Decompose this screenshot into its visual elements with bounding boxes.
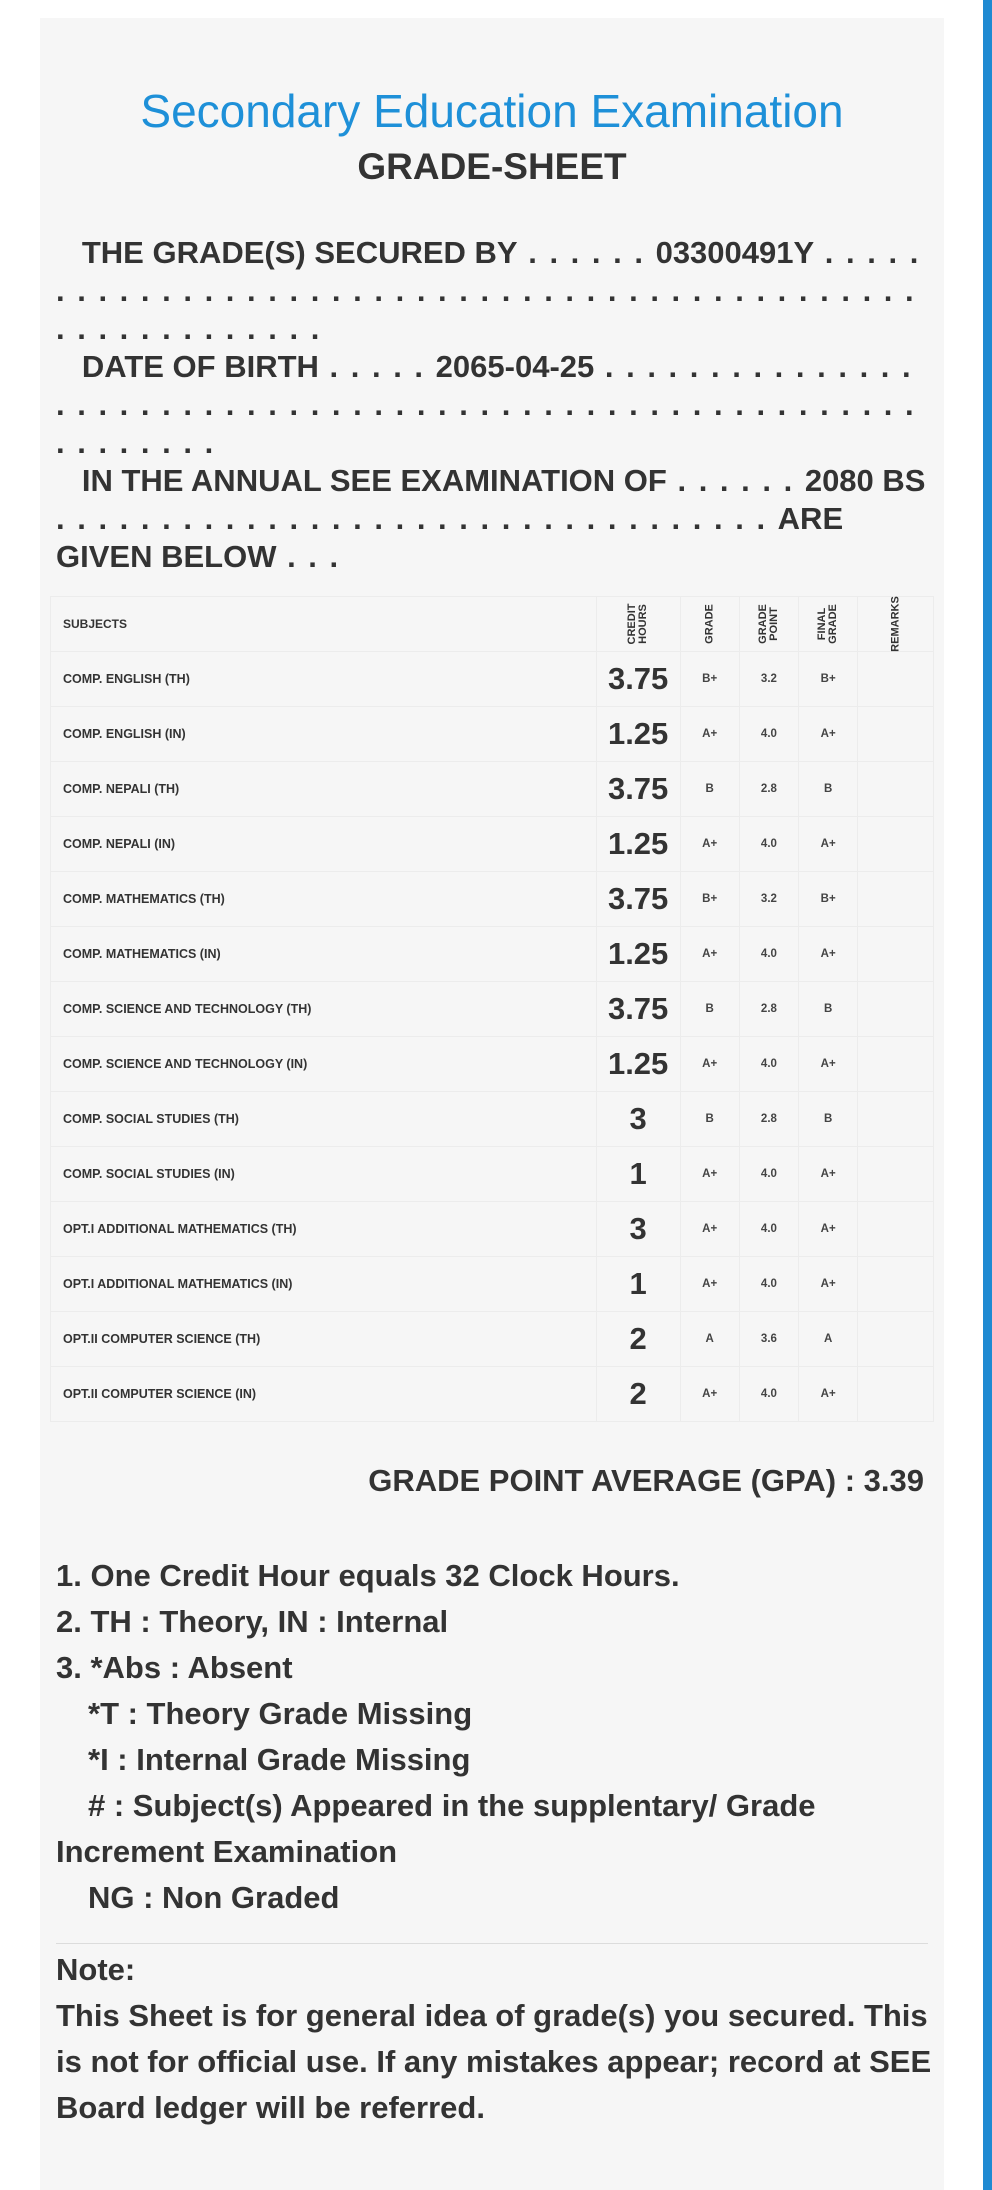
- symbol-number: 03300491Y: [655, 235, 815, 270]
- subject-cell: COMP. ENGLISH (IN): [51, 707, 597, 762]
- grade-point-cell: 2.8: [739, 762, 798, 817]
- exam-label: IN THE ANNUAL SEE EXAMINATION OF: [81, 463, 667, 498]
- table-row: [51, 982, 934, 1037]
- credit-hours-cell: 1: [596, 1147, 680, 1202]
- table-row: [51, 817, 934, 872]
- subject-cell: COMP. NEPALI (TH): [51, 762, 597, 817]
- credit-hours-cell: 3: [596, 1092, 680, 1147]
- grade-cell: B: [680, 1092, 739, 1147]
- remarks-cell: [858, 1367, 934, 1422]
- remarks-cell: [858, 762, 934, 817]
- grade-point-cell: 4.0: [739, 1147, 798, 1202]
- grade-header-text: GRADE: [703, 604, 716, 644]
- final-grade-cell: A+: [799, 817, 858, 872]
- remarks-cell: [858, 927, 934, 982]
- final-grade-cell: B: [799, 982, 858, 1037]
- exam-title: Secondary Education Examination: [140, 85, 844, 137]
- table-row: [51, 1367, 934, 1422]
- grade-cell: A+: [680, 707, 739, 762]
- subject-cell: COMP. SOCIAL STUDIES (IN): [51, 1147, 597, 1202]
- secured-by-line: THE GRADE(S) SECURED BY . . . . . . 03300491Y . . . . . . . . . . . . . . . . . . . . . . . . . . . . . . . . . . . . . . . . . . . . . . . . . . . . . . . . . . .: [56, 235, 931, 346]
- final-grade-cell: B: [799, 762, 858, 817]
- gpa-summary: GRADE POINT AVERAGE (GPA) : 3.39: [368, 1463, 924, 1498]
- legend-notes: [56, 1553, 928, 1921]
- credit-hours-cell: 3.75: [596, 762, 680, 817]
- credit-hours-cell: 1: [596, 1257, 680, 1312]
- grade-cell: A+: [680, 927, 739, 982]
- grade-cell: A+: [680, 1367, 739, 1422]
- grade-point-cell: 3.2: [739, 652, 798, 707]
- table-row: [51, 927, 934, 982]
- table-row: [51, 707, 934, 762]
- grade-cell: A+: [680, 1147, 739, 1202]
- credit-hours-header-text: CREDIT HOURS: [626, 603, 650, 645]
- grade-cell: B+: [680, 872, 739, 927]
- remarks-header-text: REMARKS: [889, 596, 902, 652]
- final-grade-cell: A+: [799, 1367, 858, 1422]
- grade-point-cell: 3.2: [739, 872, 798, 927]
- note-text: This Sheet is for general idea of grade(s) you secured. This is not for official use. If any mistakes appear; record at SEE Board ledger will be referred.: [56, 1998, 932, 2125]
- legend-item: # : Subject(s) Appeared in the supplentary/ Grade: [88, 1788, 816, 1823]
- dob-label: DATE OF BIRTH: [81, 349, 319, 384]
- remarks-cell: [858, 1037, 934, 1092]
- grade-cell: A+: [680, 1202, 739, 1257]
- final-grade-cell: B+: [799, 652, 858, 707]
- dob-line: DATE OF BIRTH . . . . . 2065-04-25 . . . . . . . . . . . . . . . . . . . . . . . . . . . . . . . . . . . . . . . . . . . . . . . . . . . . . . . . . . . . . . . .: [56, 349, 927, 460]
- final-grade-cell: B+: [799, 872, 858, 927]
- credit-hours-cell: 2: [596, 1367, 680, 1422]
- final-grade-cell: A+: [799, 1037, 858, 1092]
- grade-cell: A+: [680, 1257, 739, 1312]
- table-row: [51, 1092, 934, 1147]
- credit-hours-header: [596, 597, 680, 652]
- note-label: Note:: [56, 1952, 136, 1987]
- subject-cell: COMP. SCIENCE AND TECHNOLOGY (IN): [51, 1037, 597, 1092]
- exam-line: IN THE ANNUAL SEE EXAMINATION OF . . . . . . 2080 BS . . . . . . . . . . . . . . . . . . . . . . . . . . . . . . . . . . ARE GIVEN BELOW . . .: [56, 463, 937, 574]
- remarks-cell: [858, 872, 934, 927]
- remarks-cell: [858, 982, 934, 1037]
- secured-by-label: THE GRADE(S) SECURED BY: [81, 235, 518, 270]
- table-header-row: [51, 597, 934, 652]
- table-row: [51, 1312, 934, 1367]
- grade-cell: A+: [680, 817, 739, 872]
- table-row: [51, 1257, 934, 1312]
- credit-hours-cell: 3.75: [596, 652, 680, 707]
- subject-cell: OPT.I ADDITIONAL MATHEMATICS (TH): [51, 1202, 597, 1257]
- remarks-cell: [858, 1147, 934, 1202]
- grade-point-cell: 4.0: [739, 1367, 798, 1422]
- subject-cell: COMP. NEPALI (IN): [51, 817, 597, 872]
- table-row: [51, 1147, 934, 1202]
- grade-point-cell: 4.0: [739, 1257, 798, 1312]
- remarks-cell: [858, 652, 934, 707]
- grade-point-header: [739, 597, 798, 652]
- remarks-cell: [858, 817, 934, 872]
- grade-point-cell: 4.0: [739, 1037, 798, 1092]
- grade-cell: B: [680, 982, 739, 1037]
- final-grade-cell: A+: [799, 1147, 858, 1202]
- final-grade-cell: B: [799, 1092, 858, 1147]
- final-grade-header-text: FINAL GRADE: [816, 604, 840, 644]
- legend-item: *T : Theory Grade Missing: [88, 1696, 473, 1731]
- credit-hours-cell: 1.25: [596, 927, 680, 982]
- legend-item: NG : Non Graded: [88, 1880, 340, 1915]
- subject-cell: COMP. MATHEMATICS (IN): [51, 927, 597, 982]
- final-grade-cell: A+: [799, 1257, 858, 1312]
- dob-value: 2065-04-25: [435, 349, 595, 384]
- grade-point-cell: 2.8: [739, 1092, 798, 1147]
- legend-item: 2. TH : Theory, IN : Internal: [56, 1604, 449, 1639]
- remarks-cell: [858, 1202, 934, 1257]
- remarks-cell: [858, 1312, 934, 1367]
- grade-point-cell: 4.0: [739, 707, 798, 762]
- grade-header: [680, 597, 739, 652]
- grade-point-cell: 4.0: [739, 817, 798, 872]
- grade-point-cell: 4.0: [739, 1202, 798, 1257]
- table-row: [51, 872, 934, 927]
- credit-hours-cell: 3.75: [596, 872, 680, 927]
- subject-cell: OPT.I ADDITIONAL MATHEMATICS (IN): [51, 1257, 597, 1312]
- grade-point-cell: 4.0: [739, 927, 798, 982]
- final-grade-cell: A: [799, 1312, 858, 1367]
- remarks-header: [858, 597, 934, 652]
- grade-point-cell: 2.8: [739, 982, 798, 1037]
- grade-sheet-title: GRADE-SHEET: [357, 146, 627, 187]
- legend-item: 1. One Credit Hour equals 32 Clock Hours.: [56, 1558, 680, 1593]
- subjects-header: SUBJECTS: [51, 597, 597, 652]
- table-row: [51, 652, 934, 707]
- credit-hours-cell: 3.75: [596, 982, 680, 1037]
- grades-table: [50, 596, 934, 1422]
- remarks-cell: [858, 1257, 934, 1312]
- grade-cell: A: [680, 1312, 739, 1367]
- disclaimer-note: [56, 1947, 932, 2131]
- table-row: [51, 1037, 934, 1092]
- table-row: [51, 762, 934, 817]
- final-grade-cell: A+: [799, 1202, 858, 1257]
- subject-cell: OPT.II COMPUTER SCIENCE (TH): [51, 1312, 597, 1367]
- given-below-text: ARE GIVEN BELOW: [56, 501, 852, 574]
- final-grade-cell: A+: [799, 927, 858, 982]
- legend-item: Increment Examination: [56, 1834, 398, 1869]
- legend-item: *I : Internal Grade Missing: [88, 1742, 471, 1777]
- credit-hours-cell: 3: [596, 1202, 680, 1257]
- grade-sheet-card: [40, 18, 944, 2190]
- credit-hours-cell: 1.25: [596, 707, 680, 762]
- grade-point-header-text: GRADE POINT: [756, 604, 780, 644]
- final-grade-cell: A+: [799, 707, 858, 762]
- grade-cell: B+: [680, 652, 739, 707]
- grade-cell: A+: [680, 1037, 739, 1092]
- legend-item: 3. *Abs : Absent: [56, 1650, 293, 1685]
- credit-hours-cell: 1.25: [596, 1037, 680, 1092]
- subject-cell: COMP. SCIENCE AND TECHNOLOGY (TH): [51, 982, 597, 1037]
- subject-cell: OPT.II COMPUTER SCIENCE (IN): [51, 1367, 597, 1422]
- grade-point-cell: 3.6: [739, 1312, 798, 1367]
- page-edge-bar: [983, 0, 992, 2190]
- notes-divider: [56, 1943, 928, 1944]
- remarks-cell: [858, 1092, 934, 1147]
- subject-cell: COMP. SOCIAL STUDIES (TH): [51, 1092, 597, 1147]
- credit-hours-cell: 2: [596, 1312, 680, 1367]
- subject-cell: COMP. MATHEMATICS (TH): [51, 872, 597, 927]
- table-row: [51, 1202, 934, 1257]
- final-grade-header: [799, 597, 858, 652]
- remarks-cell: [858, 707, 934, 762]
- exam-year: 2080 BS: [804, 463, 926, 498]
- credit-hours-cell: 1.25: [596, 817, 680, 872]
- subject-cell: COMP. ENGLISH (TH): [51, 652, 597, 707]
- grade-cell: B: [680, 762, 739, 817]
